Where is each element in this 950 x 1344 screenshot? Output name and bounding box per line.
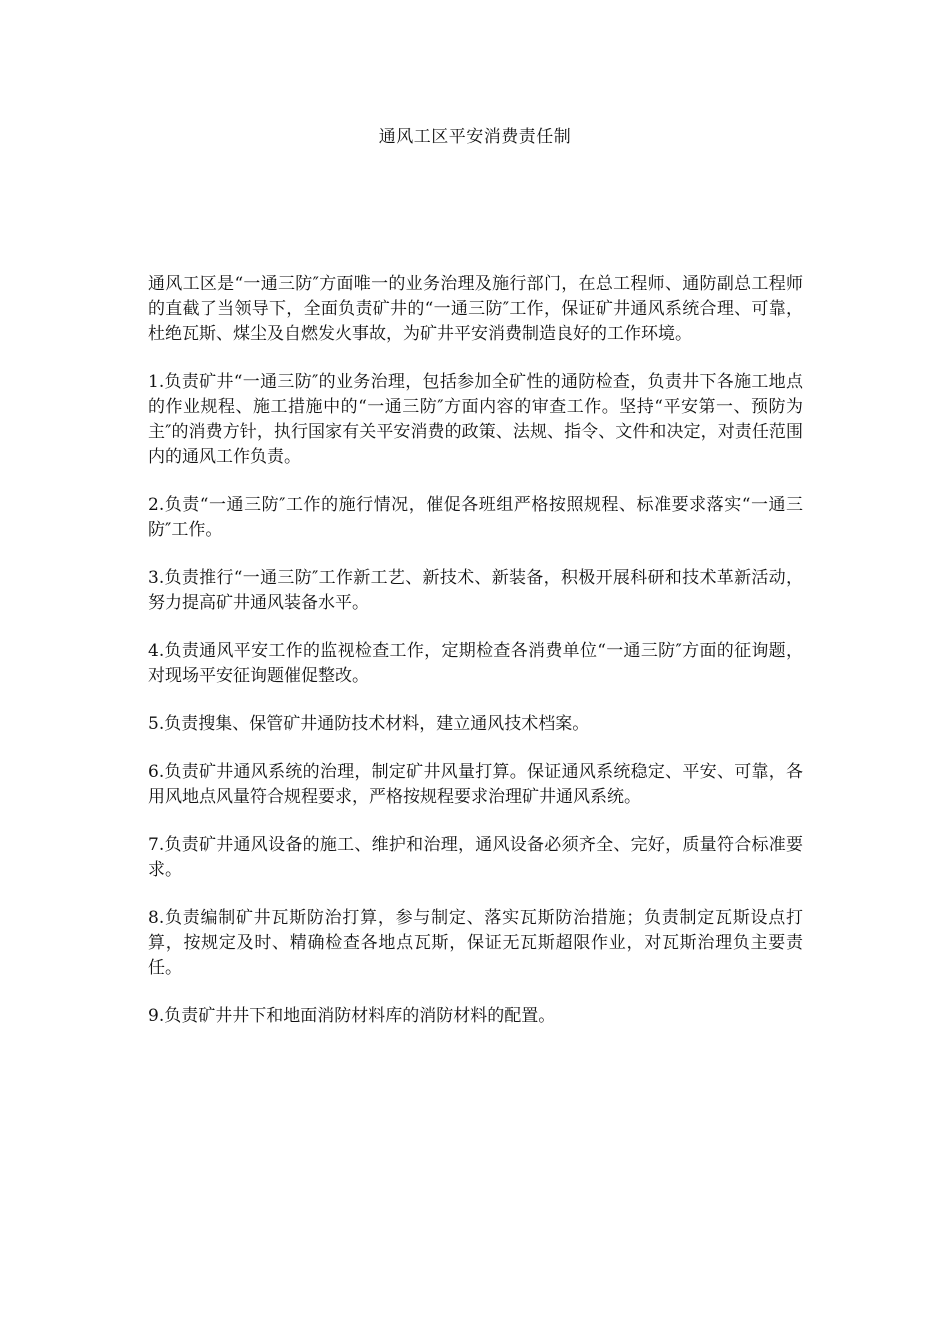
document-body [148,272,803,1052]
duty-item-8: 8.负责编制矿井瓦斯防治打算，参与制定、落实瓦斯防治措施；负责制定瓦斯设点打算，按规定及时、精确检查各地点瓦斯，保证无瓦斯超限作业，对瓦斯治理负主要责任。 [148,908,803,978]
duty-item-9: 9.负责矿井井下和地面消防材料库的消防材料的配置。 [148,1006,556,1026]
duty-item-3: 3.负责推行“一通三防″工作新工艺、新技术、新装备，积极开展科研和技术革新活动，努力提高矿井通风装备水平。 [148,568,803,613]
duty-item-6: 6.负责矿井通风系统的治理，制定矿井风量打算。保证通风系统稳定、平安、可靠，各用风地点风量符合规程要求，严格按规程要求治理矿井通风系统。 [148,762,803,807]
duty-item-1: 1.负责矿井“一通三防″的业务治理，包括参加全矿性的通防检查，负责井下各施工地点的作业规程、施工措施中的“一通三防″方面内容的审查工作。坚持“平安第一、预防为主″的消费方针，执行国家有关平安消费的政策、法规、指令、文件和决定，对责任范围内的通风工作负责。 [148,372,803,467]
duty-item-5: 5.负责搜集、保管矿井通防技术材料，建立通风技术档案。 [148,714,590,734]
duty-item-2: 2.负责“一通三防″工作的施行情况，催促各班组严格按照规程、标准要求落实“一通三防″工作。 [148,495,803,540]
duty-item-4: 4.负责通风平安工作的监视检查工作，定期检查各消费单位“一通三防″方面的征询题，对现场平安征询题催促整改。 [148,641,803,686]
duty-item-7: 7.负责矿井通风设备的施工、维护和治理，通风设备必须齐全、完好，质量符合标准要求。 [148,835,803,880]
document-title: 通风工区平安消费责任制 [378,127,572,147]
intro-paragraph: 通风工区是“一通三防″方面唯一的业务治理及施行部门，在总工程师、通防副总工程师的直截了当领导下，全面负责矿井的“一通三防″工作，保证矿井通风系统合理、可靠，杜绝瓦斯、煤尘及自燃发火事故，为矿井平安消费制造良好的工作环境。 [148,274,803,344]
